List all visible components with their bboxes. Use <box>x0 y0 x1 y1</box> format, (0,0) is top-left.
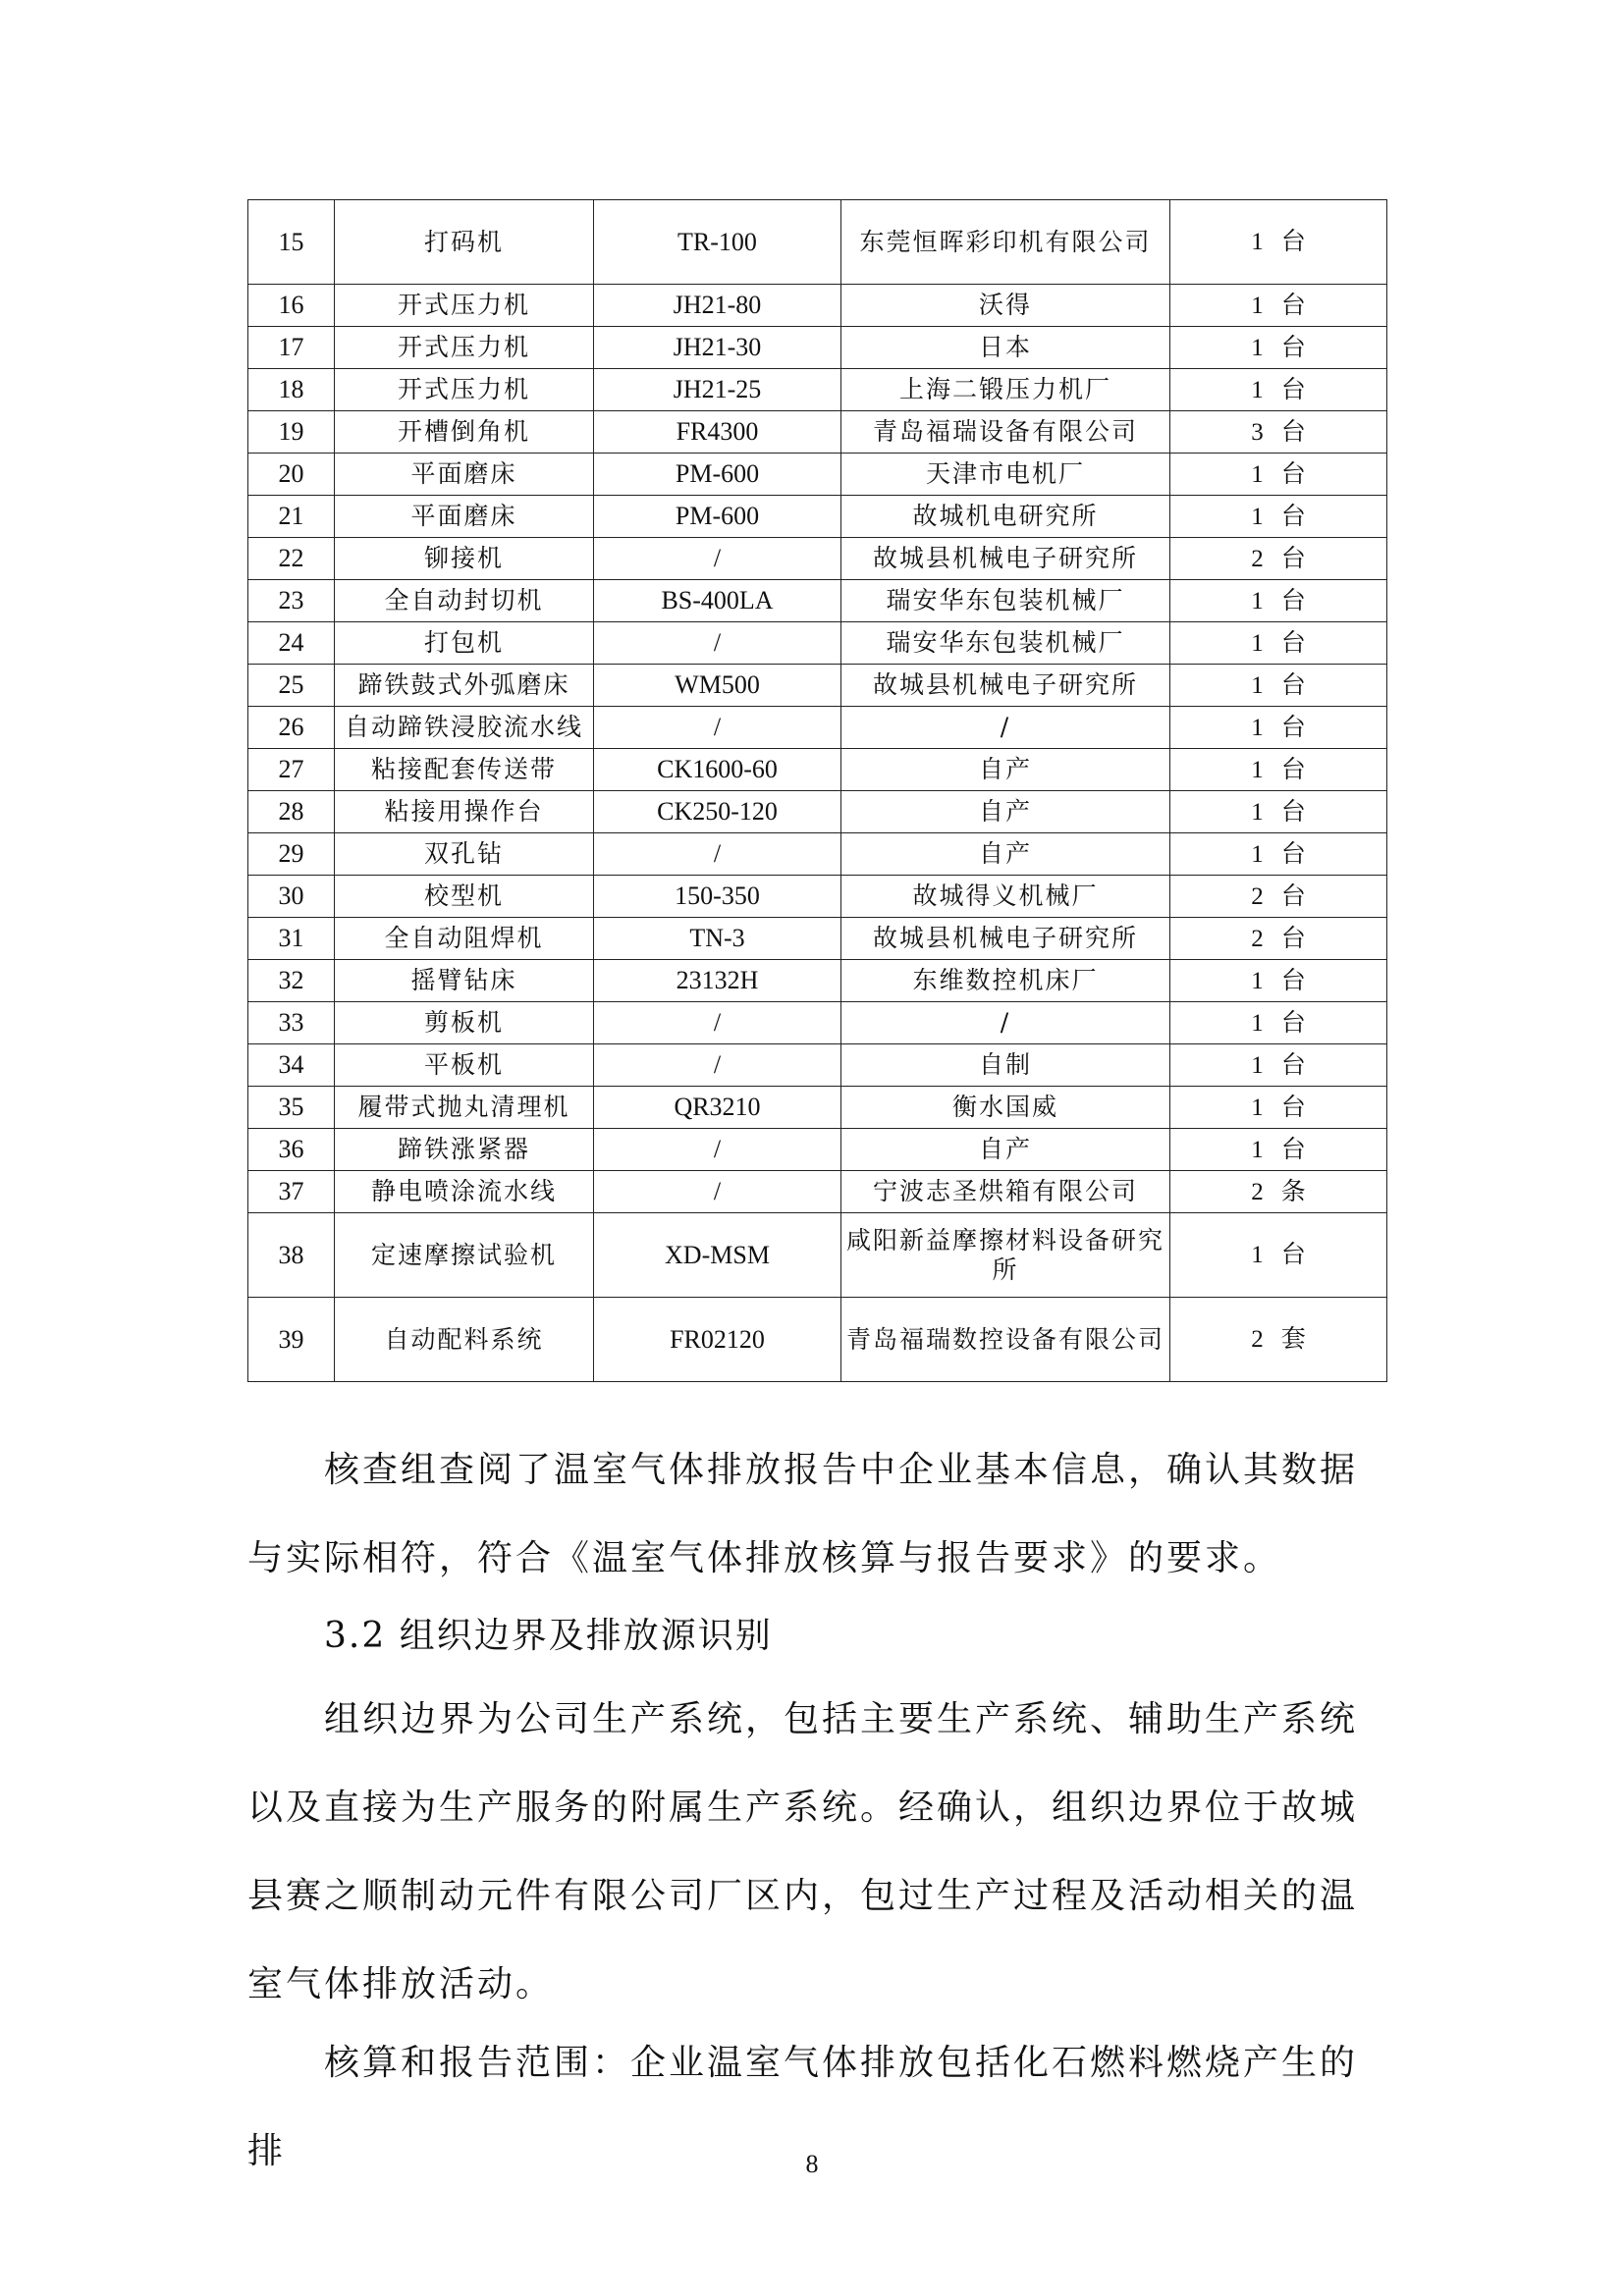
quantity <box>1170 496 1387 538</box>
quantity <box>1170 200 1387 285</box>
manufacturer: 上海二锻压力机厂 <box>841 369 1170 411</box>
table-row <box>248 1129 1387 1171</box>
table-row <box>248 622 1387 665</box>
equipment-model: JH21-25 <box>594 369 841 411</box>
manufacturer: / <box>841 707 1170 749</box>
table-row <box>248 200 1387 285</box>
quantity-unit: 台 <box>1280 1134 1306 1163</box>
quantity-unit: 台 <box>1280 754 1306 783</box>
manufacturer: 青岛福瑞设备有限公司 <box>841 411 1170 454</box>
manufacturer: / <box>841 1002 1170 1044</box>
equipment-model: BS-400LA <box>594 580 841 622</box>
table-row <box>248 285 1387 327</box>
equipment-name: 打包机 <box>335 622 594 665</box>
equipment-name: 平面磨床 <box>335 454 594 496</box>
row-number: 20 <box>248 454 335 496</box>
manufacturer: 自产 <box>841 749 1170 791</box>
row-number: 36 <box>248 1129 335 1171</box>
manufacturer: 东维数控机床厂 <box>841 960 1170 1002</box>
quantity-number: 3 <box>1251 418 1264 446</box>
equipment-model: / <box>594 1171 841 1213</box>
manufacturer: 东莞恒晖彩印机有限公司 <box>841 200 1170 285</box>
equipment-model: / <box>594 622 841 665</box>
equipment-model: WM500 <box>594 665 841 707</box>
manufacturer: 沃得 <box>841 285 1170 327</box>
quantity-number: 1 <box>1251 840 1264 868</box>
table-row <box>248 833 1387 876</box>
quantity-number: 1 <box>1251 587 1264 614</box>
quantity-number: 1 <box>1251 503 1264 530</box>
quantity <box>1170 707 1387 749</box>
equipment-name: 定速摩擦试验机 <box>335 1213 594 1298</box>
manufacturer: 瑞安华东包装机械厂 <box>841 580 1170 622</box>
row-number: 32 <box>248 960 335 1002</box>
equipment-model: CK1600-60 <box>594 749 841 791</box>
equipment-name: 开式压力机 <box>335 285 594 327</box>
manufacturer: 故城县机械电子研究所 <box>841 918 1170 960</box>
equipment-model: QR3210 <box>594 1087 841 1129</box>
paragraph-info-verification: 核查组查阅了温室气体排放报告中企业基本信息，确认其数据与实际相符，符合《温室气体排放核算与报告要求》的要求。 <box>247 1450 1359 1578</box>
equipment-model: / <box>594 1002 841 1044</box>
equipment-model: 23132H <box>594 960 841 1002</box>
equipment-name: 开槽倒角机 <box>335 411 594 454</box>
quantity <box>1170 876 1387 918</box>
row-number: 34 <box>248 1044 335 1087</box>
equipment-name: 摇臂钻床 <box>335 960 594 1002</box>
quantity <box>1170 580 1387 622</box>
equipment-name: 蹄铁涨紧器 <box>335 1129 594 1171</box>
quantity <box>1170 1087 1387 1129</box>
quantity-unit: 台 <box>1280 627 1306 657</box>
quantity-unit: 台 <box>1280 227 1306 255</box>
section-heading: 3.2 组织边界及排放源识别 <box>324 1616 773 1656</box>
table-row <box>248 580 1387 622</box>
table-row <box>248 1002 1387 1044</box>
equipment-table <box>247 199 1387 1382</box>
equipment-name: 开式压力机 <box>335 327 594 369</box>
quantity <box>1170 960 1387 1002</box>
quantity-number: 2 <box>1251 1326 1264 1353</box>
equipment-model: / <box>594 538 841 580</box>
row-number: 16 <box>248 285 335 327</box>
table-row <box>248 496 1387 538</box>
manufacturer: 自产 <box>841 791 1170 833</box>
equipment-model: 150-350 <box>594 876 841 918</box>
table-row <box>248 538 1387 580</box>
quantity <box>1170 285 1387 327</box>
quantity-unit: 台 <box>1280 712 1306 741</box>
quantity-number: 2 <box>1251 545 1264 572</box>
equipment-name: 粘接配套传送带 <box>335 749 594 791</box>
quantity-unit: 台 <box>1280 923 1306 952</box>
manufacturer: 故城县机械电子研究所 <box>841 538 1170 580</box>
quantity-number: 2 <box>1251 1178 1264 1205</box>
quantity <box>1170 791 1387 833</box>
quantity <box>1170 665 1387 707</box>
equipment-model: TN-3 <box>594 918 841 960</box>
equipment-model: JH21-80 <box>594 285 841 327</box>
quantity-number: 1 <box>1251 756 1264 783</box>
quantity <box>1170 1213 1387 1298</box>
manufacturer: 天津市电机厂 <box>841 454 1170 496</box>
equipment-name: 全自动阻焊机 <box>335 918 594 960</box>
quantity-unit: 台 <box>1280 1007 1306 1037</box>
table-row <box>248 749 1387 791</box>
quantity-unit: 台 <box>1280 543 1306 572</box>
quantity-unit: 台 <box>1280 374 1306 403</box>
equipment-name: 双孔钻 <box>335 833 594 876</box>
manufacturer: 青岛福瑞数控设备有限公司 <box>841 1298 1170 1382</box>
quantity <box>1170 411 1387 454</box>
table-row <box>248 1044 1387 1087</box>
quantity-number: 1 <box>1251 229 1264 255</box>
table-row <box>248 791 1387 833</box>
quantity-unit: 台 <box>1280 1092 1306 1121</box>
quantity-number: 1 <box>1251 671 1264 699</box>
manufacturer: 故城机电研究所 <box>841 496 1170 538</box>
quantity-unit: 台 <box>1280 416 1306 446</box>
table-row <box>248 369 1387 411</box>
row-number: 17 <box>248 327 335 369</box>
quantity-number: 1 <box>1251 460 1264 488</box>
table-row <box>248 918 1387 960</box>
row-number: 15 <box>248 200 335 285</box>
quantity-unit: 条 <box>1280 1176 1306 1205</box>
table-row <box>248 665 1387 707</box>
quantity-unit: 台 <box>1280 501 1306 530</box>
quantity-number: 1 <box>1251 1136 1264 1163</box>
quantity-number: 2 <box>1251 925 1264 952</box>
row-number: 30 <box>248 876 335 918</box>
row-number: 19 <box>248 411 335 454</box>
row-number: 31 <box>248 918 335 960</box>
equipment-model: / <box>594 707 841 749</box>
quantity-unit: 台 <box>1280 669 1306 699</box>
row-number: 21 <box>248 496 335 538</box>
equipment-model: PM-600 <box>594 454 841 496</box>
equipment-name: 开式压力机 <box>335 369 594 411</box>
row-number: 23 <box>248 580 335 622</box>
quantity-number: 2 <box>1251 882 1264 910</box>
equipment-name: 履带式抛丸清理机 <box>335 1087 594 1129</box>
quantity-number: 1 <box>1251 1051 1264 1079</box>
manufacturer: 自产 <box>841 1129 1170 1171</box>
quantity <box>1170 327 1387 369</box>
manufacturer: 日本 <box>841 327 1170 369</box>
quantity-number: 1 <box>1251 1094 1264 1121</box>
row-number: 33 <box>248 1002 335 1044</box>
table-row <box>248 876 1387 918</box>
equipment-name: 打码机 <box>335 200 594 285</box>
table-row <box>248 960 1387 1002</box>
equipment-model: / <box>594 1129 841 1171</box>
row-number: 39 <box>248 1298 335 1382</box>
quantity-unit: 台 <box>1280 585 1306 614</box>
equipment-model: / <box>594 833 841 876</box>
quantity-unit: 台 <box>1280 838 1306 868</box>
table-row <box>248 1171 1387 1213</box>
equipment-model: FR02120 <box>594 1298 841 1382</box>
manufacturer: 故城县机械电子研究所 <box>841 665 1170 707</box>
quantity <box>1170 622 1387 665</box>
equipment-model: PM-600 <box>594 496 841 538</box>
equipment-model: JH21-30 <box>594 327 841 369</box>
quantity <box>1170 833 1387 876</box>
equipment-name: 平板机 <box>335 1044 594 1087</box>
quantity-number: 1 <box>1251 1242 1264 1268</box>
equipment-name: 粘接用操作台 <box>335 791 594 833</box>
quantity-unit: 台 <box>1280 290 1306 319</box>
equipment-name: 平面磨床 <box>335 496 594 538</box>
quantity-number: 1 <box>1251 334 1264 361</box>
row-number: 22 <box>248 538 335 580</box>
row-number: 27 <box>248 749 335 791</box>
row-number: 29 <box>248 833 335 876</box>
equipment-name: 自动蹄铁浸胶流水线 <box>335 707 594 749</box>
equipment-table-body <box>248 200 1387 1382</box>
quantity-number: 1 <box>1251 714 1264 741</box>
row-number: 25 <box>248 665 335 707</box>
table-row <box>248 707 1387 749</box>
equipment-name: 自动配料系统 <box>335 1298 594 1382</box>
equipment-model: FR4300 <box>594 411 841 454</box>
quantity-number: 1 <box>1251 967 1264 994</box>
quantity-unit: 台 <box>1280 332 1306 361</box>
row-number: 24 <box>248 622 335 665</box>
manufacturer: 自制 <box>841 1044 1170 1087</box>
quantity <box>1170 749 1387 791</box>
quantity-unit: 台 <box>1280 1240 1306 1268</box>
equipment-model: CK250-120 <box>594 791 841 833</box>
manufacturer: 自产 <box>841 833 1170 876</box>
quantity-number: 1 <box>1251 629 1264 657</box>
equipment-name: 剪板机 <box>335 1002 594 1044</box>
quantity-unit: 台 <box>1280 965 1306 994</box>
table-row <box>248 454 1387 496</box>
table-row <box>248 1213 1387 1298</box>
paragraph-organization-boundary: 组织边界为公司生产系统，包括主要生产系统、辅助生产系统以及直接为生产服务的附属生产系统。经确认，组织边界位于故城县赛之顺制动元件有限公司厂区内，包过生产过程及活动相关的温室气体排放活动。 <box>247 1699 1359 2004</box>
manufacturer: 衡水国威 <box>841 1087 1170 1129</box>
manufacturer: 瑞安华东包装机械厂 <box>841 622 1170 665</box>
quantity <box>1170 1044 1387 1087</box>
quantity-unit: 台 <box>1280 458 1306 488</box>
quantity-number: 1 <box>1251 376 1264 403</box>
quantity-number: 1 <box>1251 292 1264 319</box>
equipment-name: 静电喷涂流水线 <box>335 1171 594 1213</box>
table-row <box>248 1298 1387 1382</box>
quantity-unit: 台 <box>1280 881 1306 910</box>
equipment-model: / <box>594 1044 841 1087</box>
quantity <box>1170 1298 1387 1382</box>
row-number: 37 <box>248 1171 335 1213</box>
paragraph-reporting-scope: 核算和报告范围：企业温室气体排放包括化石燃料燃烧产生的排 <box>247 2043 1359 2171</box>
row-number: 28 <box>248 791 335 833</box>
manufacturer: 故城得义机械厂 <box>841 876 1170 918</box>
row-number: 38 <box>248 1213 335 1298</box>
table-row <box>248 327 1387 369</box>
quantity-number: 1 <box>1251 798 1264 826</box>
manufacturer: 咸阳新益摩擦材料设备研究所 <box>841 1213 1170 1298</box>
equipment-name: 铆接机 <box>335 538 594 580</box>
table-row <box>248 411 1387 454</box>
quantity-unit: 套 <box>1280 1324 1306 1353</box>
equipment-model: XD-MSM <box>594 1213 841 1298</box>
quantity <box>1170 369 1387 411</box>
equipment-name: 蹄铁鼓式外弧磨床 <box>335 665 594 707</box>
manufacturer: 宁波志圣烘箱有限公司 <box>841 1171 1170 1213</box>
quantity <box>1170 538 1387 580</box>
quantity <box>1170 1002 1387 1044</box>
row-number: 26 <box>248 707 335 749</box>
row-number: 18 <box>248 369 335 411</box>
page-number: 8 <box>805 2150 819 2178</box>
equipment-model: TR-100 <box>594 200 841 285</box>
quantity <box>1170 918 1387 960</box>
quantity-unit: 台 <box>1280 796 1306 826</box>
table-row <box>248 1087 1387 1129</box>
quantity-unit: 台 <box>1280 1049 1306 1079</box>
quantity <box>1170 1129 1387 1171</box>
equipment-name: 校型机 <box>335 876 594 918</box>
quantity-number: 1 <box>1251 1009 1264 1037</box>
quantity <box>1170 454 1387 496</box>
equipment-name: 全自动封切机 <box>335 580 594 622</box>
quantity <box>1170 1171 1387 1213</box>
row-number: 35 <box>248 1087 335 1129</box>
